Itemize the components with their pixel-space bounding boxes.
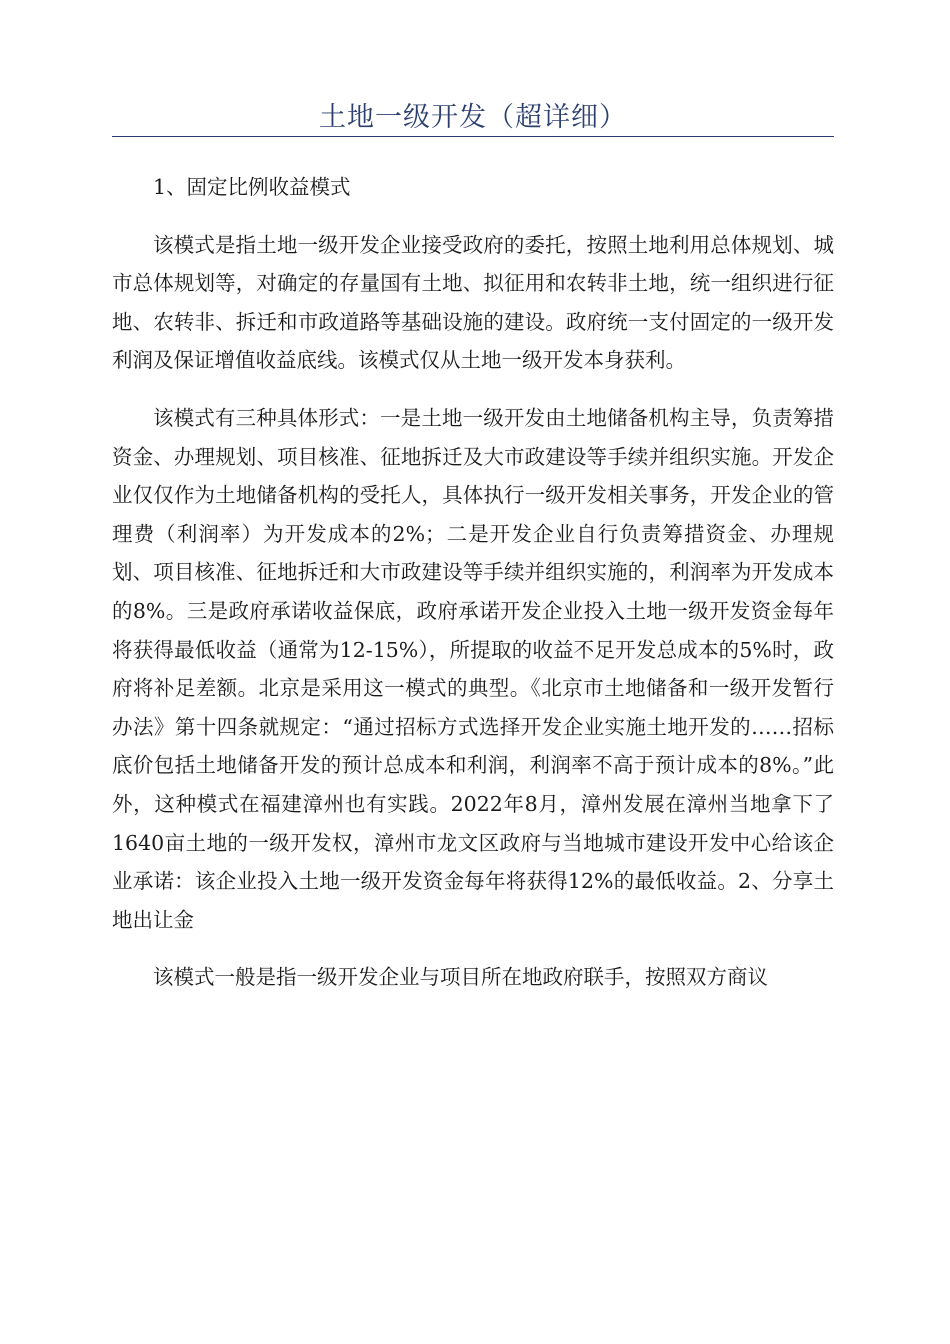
- paragraph-2: 该模式有三种具体形式：一是土地一级开发由土地储备机构主导，负责筹措资金、办理规划、项目核准、征地拆迁及大市政建设等手续并组织实施。开发企业仅仅作为土地储备机构的受托人，具体执行一级开发相关事务，开发企业的管理费（利润率）为开发成本的2%；二是开发企业自行负责筹措资金、办理规划、项目核准、征地拆迁和大市政建设等手续并组织实施的，利润率为开发成本的8%。三是政府承诺收益保底，政府承诺开发企业投入土地一级开发资金每年将获得最低收益（通常为12-15%），所提取的收益不足开发总成本的5%时，政府将补足差额。北京是采用这一模式的典型。《北京市土地储备和一级开发暂行办法》第十四条就规定：“通过招标方式选择开发企业实施土地开发的……招标底价包括土地储备开发的预计总成本和利润，利润率不高于预计成本的8%。”此外，这种模式在福建漳州也有实践。2022年8月，漳州发展在漳州当地拿下了1640亩土地的一级开发权，漳州市龙文区政府与当地城市建设开发中心给该企业承诺：该企业投入土地一级开发资金每年将获得12%的最低收益。2、分享土地出让金: [112, 405, 834, 932]
- paragraph-3: 该模式一般是指一级开发企业与项目所在地政府联手，按照双方商议: [153, 965, 768, 990]
- document-body: [112, 168, 834, 1016]
- document-title: 土地一级开发（超详细）: [319, 102, 627, 133]
- paragraph-1: 该模式是指土地一级开发企业接受政府的委托，按照土地利用总体规划、城市总体规划等，对确定的存量国有土地、拟征用和农转非土地，统一组织进行征地、农转非、拆迁和市政道路等基础设施的建设。政府统一支付固定的一级开发利润及保证增值收益底线。该模式仅从土地一级开发本身获利。: [112, 232, 834, 373]
- section-heading: 1、固定比例收益模式: [153, 175, 351, 199]
- title-underline: [112, 136, 834, 137]
